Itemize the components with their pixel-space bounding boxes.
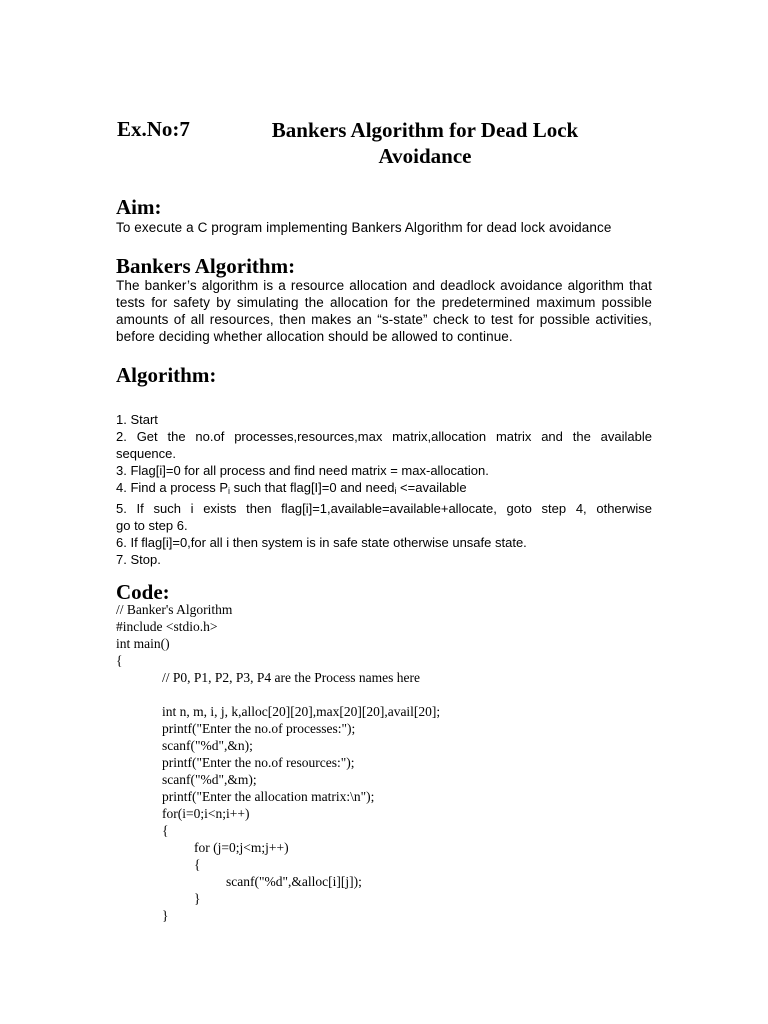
page-title-line-1: Bankers Algorithm for Dead Lock <box>271 118 579 142</box>
code-line: { <box>162 823 169 838</box>
description-line: The banker’s algorithm is a resource allocation and deadlock avoidance algorithm that <box>116 278 652 293</box>
code-line: scanf("%d",&n); <box>162 738 253 753</box>
algorithm-step-4 <box>116 479 652 500</box>
aim-heading: Aim: <box>116 195 162 219</box>
page-title-line-2: Avoidance <box>378 144 472 168</box>
step4-subscript-b: i <box>394 486 397 496</box>
code-line: scanf("%d",&alloc[i][j]); <box>226 874 362 889</box>
bankers-algorithm-description <box>116 277 652 345</box>
code-heading: Code: <box>116 580 170 604</box>
algorithm-step-7: 7. Stop. <box>116 552 161 567</box>
code-line: printf("Enter the allocation matrix:\n"); <box>162 789 375 804</box>
bankers-algorithm-heading: Bankers Algorithm: <box>116 254 296 278</box>
step4-text-a: 4. Find a process P <box>116 480 228 495</box>
algorithm-steps <box>116 411 652 568</box>
description-line: amounts of all resources, then makes an “s-state” check to test for possible activities, <box>116 312 652 327</box>
code-line: { <box>194 857 201 872</box>
algorithm-step-6: 6. If flag[i]=0,for all i then system is in safe state otherwise unsafe state. <box>116 535 527 550</box>
step4-text-c: <=available <box>396 480 467 495</box>
code-line: // P0, P1, P2, P3, P4 are the Process names here <box>162 670 420 685</box>
page-title <box>255 117 595 169</box>
algorithm-step-2: 2. Get the no.of processes,resources,max matrix,allocation matrix and the available <box>116 429 652 444</box>
code-block <box>116 601 440 924</box>
step4-text-b: such that flag[I]=0 and need <box>230 480 395 495</box>
code-line: printf("Enter the no.of resources:"); <box>162 755 355 770</box>
algorithm-step-5: 5. If such i exists then flag[i]=1,available=available+allocate, goto step 4, otherwise <box>116 501 652 516</box>
code-line: int n, m, i, j, k,alloc[20][20],max[20][20],avail[20]; <box>162 704 441 719</box>
code-line: } <box>162 908 169 923</box>
algorithm-heading: Algorithm: <box>116 363 217 387</box>
algorithm-step-5-continued: go to step 6. <box>116 518 188 533</box>
algorithm-step-1: 1. Start <box>116 412 158 427</box>
code-line: int main() <box>116 636 170 651</box>
exercise-number: Ex.No:7 <box>117 117 190 141</box>
code-line: // Banker's Algorithm <box>116 602 233 617</box>
algorithm-step-2-continued: sequence. <box>116 446 176 461</box>
code-line: #include <stdio.h> <box>116 619 218 634</box>
code-line <box>116 686 440 703</box>
code-line: for (j=0;j<m;j++) <box>194 840 289 855</box>
step4-subscript-a: i <box>228 486 230 496</box>
code-line: printf("Enter the no.of processes:"); <box>162 721 356 736</box>
description-line: before deciding whether allocation should be allowed to continue. <box>116 329 513 344</box>
code-line: { <box>116 653 123 668</box>
description-line: tests for safety by simulating the allocation for the predetermined maximum possible <box>116 295 652 310</box>
code-line: for(i=0;i<n;i++) <box>162 806 250 821</box>
code-line: } <box>194 891 201 906</box>
code-line: scanf("%d",&m); <box>162 772 257 787</box>
aim-text: To execute a C program implementing Bankers Algorithm for dead lock avoidance <box>116 220 612 235</box>
algorithm-step-3: 3. Flag[i]=0 for all process and find need matrix = max-allocation. <box>116 463 489 478</box>
